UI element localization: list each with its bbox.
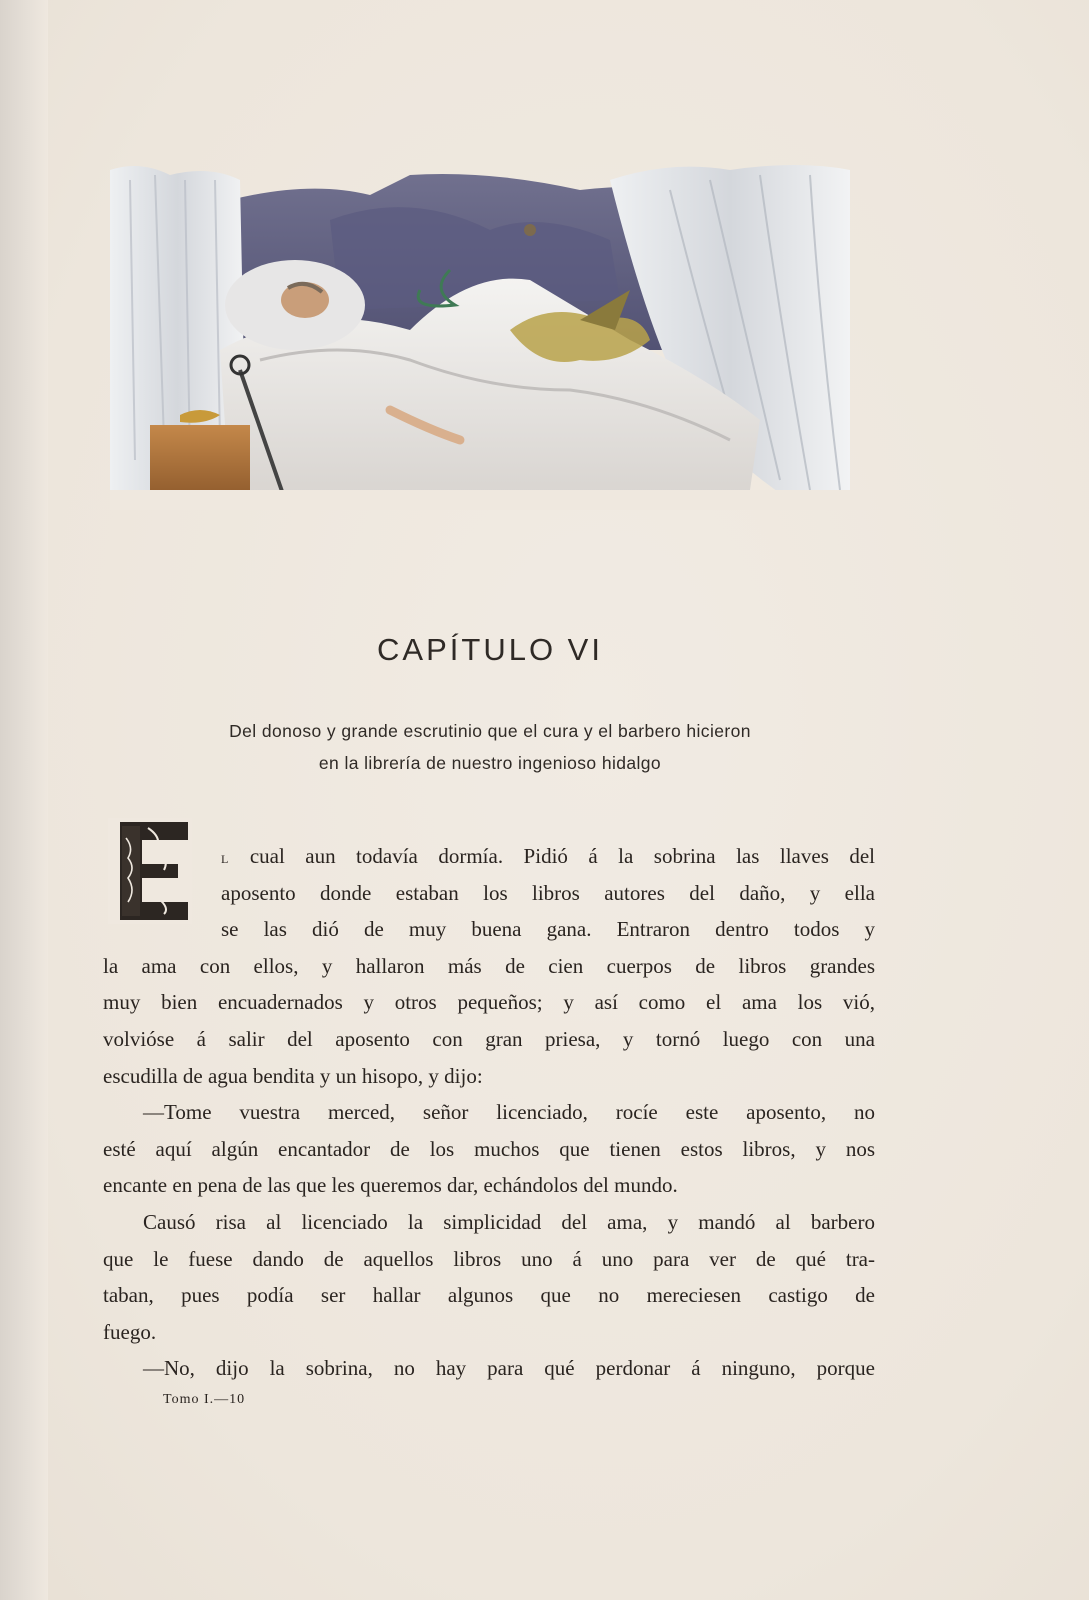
chapter-illustration [110, 160, 870, 510]
chapter-subtitle [0, 715, 980, 779]
body-line: muy bien encuadernados y otros pequeños; y así como el ama los vió, [103, 990, 875, 1015]
body-line: taban, pues podía ser hallar algunos que no mereciesen castigo de [103, 1283, 875, 1308]
volume-signature: Tomo I.—10 [163, 1392, 246, 1407]
body-line: escudilla de agua bendita y un hisopo, y dijo: [103, 1063, 483, 1088]
chapter-body [103, 838, 875, 1387]
chapter-title: CAPÍTULO VI [377, 632, 603, 667]
body-line: volvióse á salir del aposento con gran priesa, y tornó luego con una [103, 1026, 875, 1051]
body-line: aposento donde estaban los libros autores del daño, y ella [221, 880, 875, 905]
body-line: Causó risa al licenciado la simplicidad del ama, y mandó al barbero [143, 1209, 875, 1234]
body-line: —No, dijo la sobrina, no hay para qué perdonar á ninguno, porque [143, 1356, 875, 1381]
page-gutter [0, 0, 48, 1600]
body-line: esté aquí algún encantador de los muchos que tienen estos libros, y nos [103, 1136, 875, 1161]
body-line: la ama con ellos, y hallaron más de cien cuerpos de libros grandes [103, 953, 875, 978]
body-line: se las dió de muy buena gana. Entraron dentro todos y [221, 917, 875, 942]
body-line: encante en pena de las que les queremos dar, echándolos del mundo. [103, 1173, 678, 1198]
body-line: —Tome vuestra merced, señor licenciado, rocíe este aposento, no [143, 1100, 875, 1125]
dropcap-continuation: l [221, 848, 230, 867]
body-line: l cual aun todavía dormía. Pidió á la sobrina las llaves del [221, 844, 875, 868]
body-line: que le fuese dando de aquellos libros uno á uno para ver de qué tra- [103, 1246, 875, 1271]
subtitle-line: Del donoso y grande escrutinio que el cura y el barbero hicieron [229, 721, 751, 741]
body-line: fuego. [103, 1319, 157, 1344]
subtitle-line: en la librería de nuestro ingenioso hidalgo [318, 753, 662, 773]
